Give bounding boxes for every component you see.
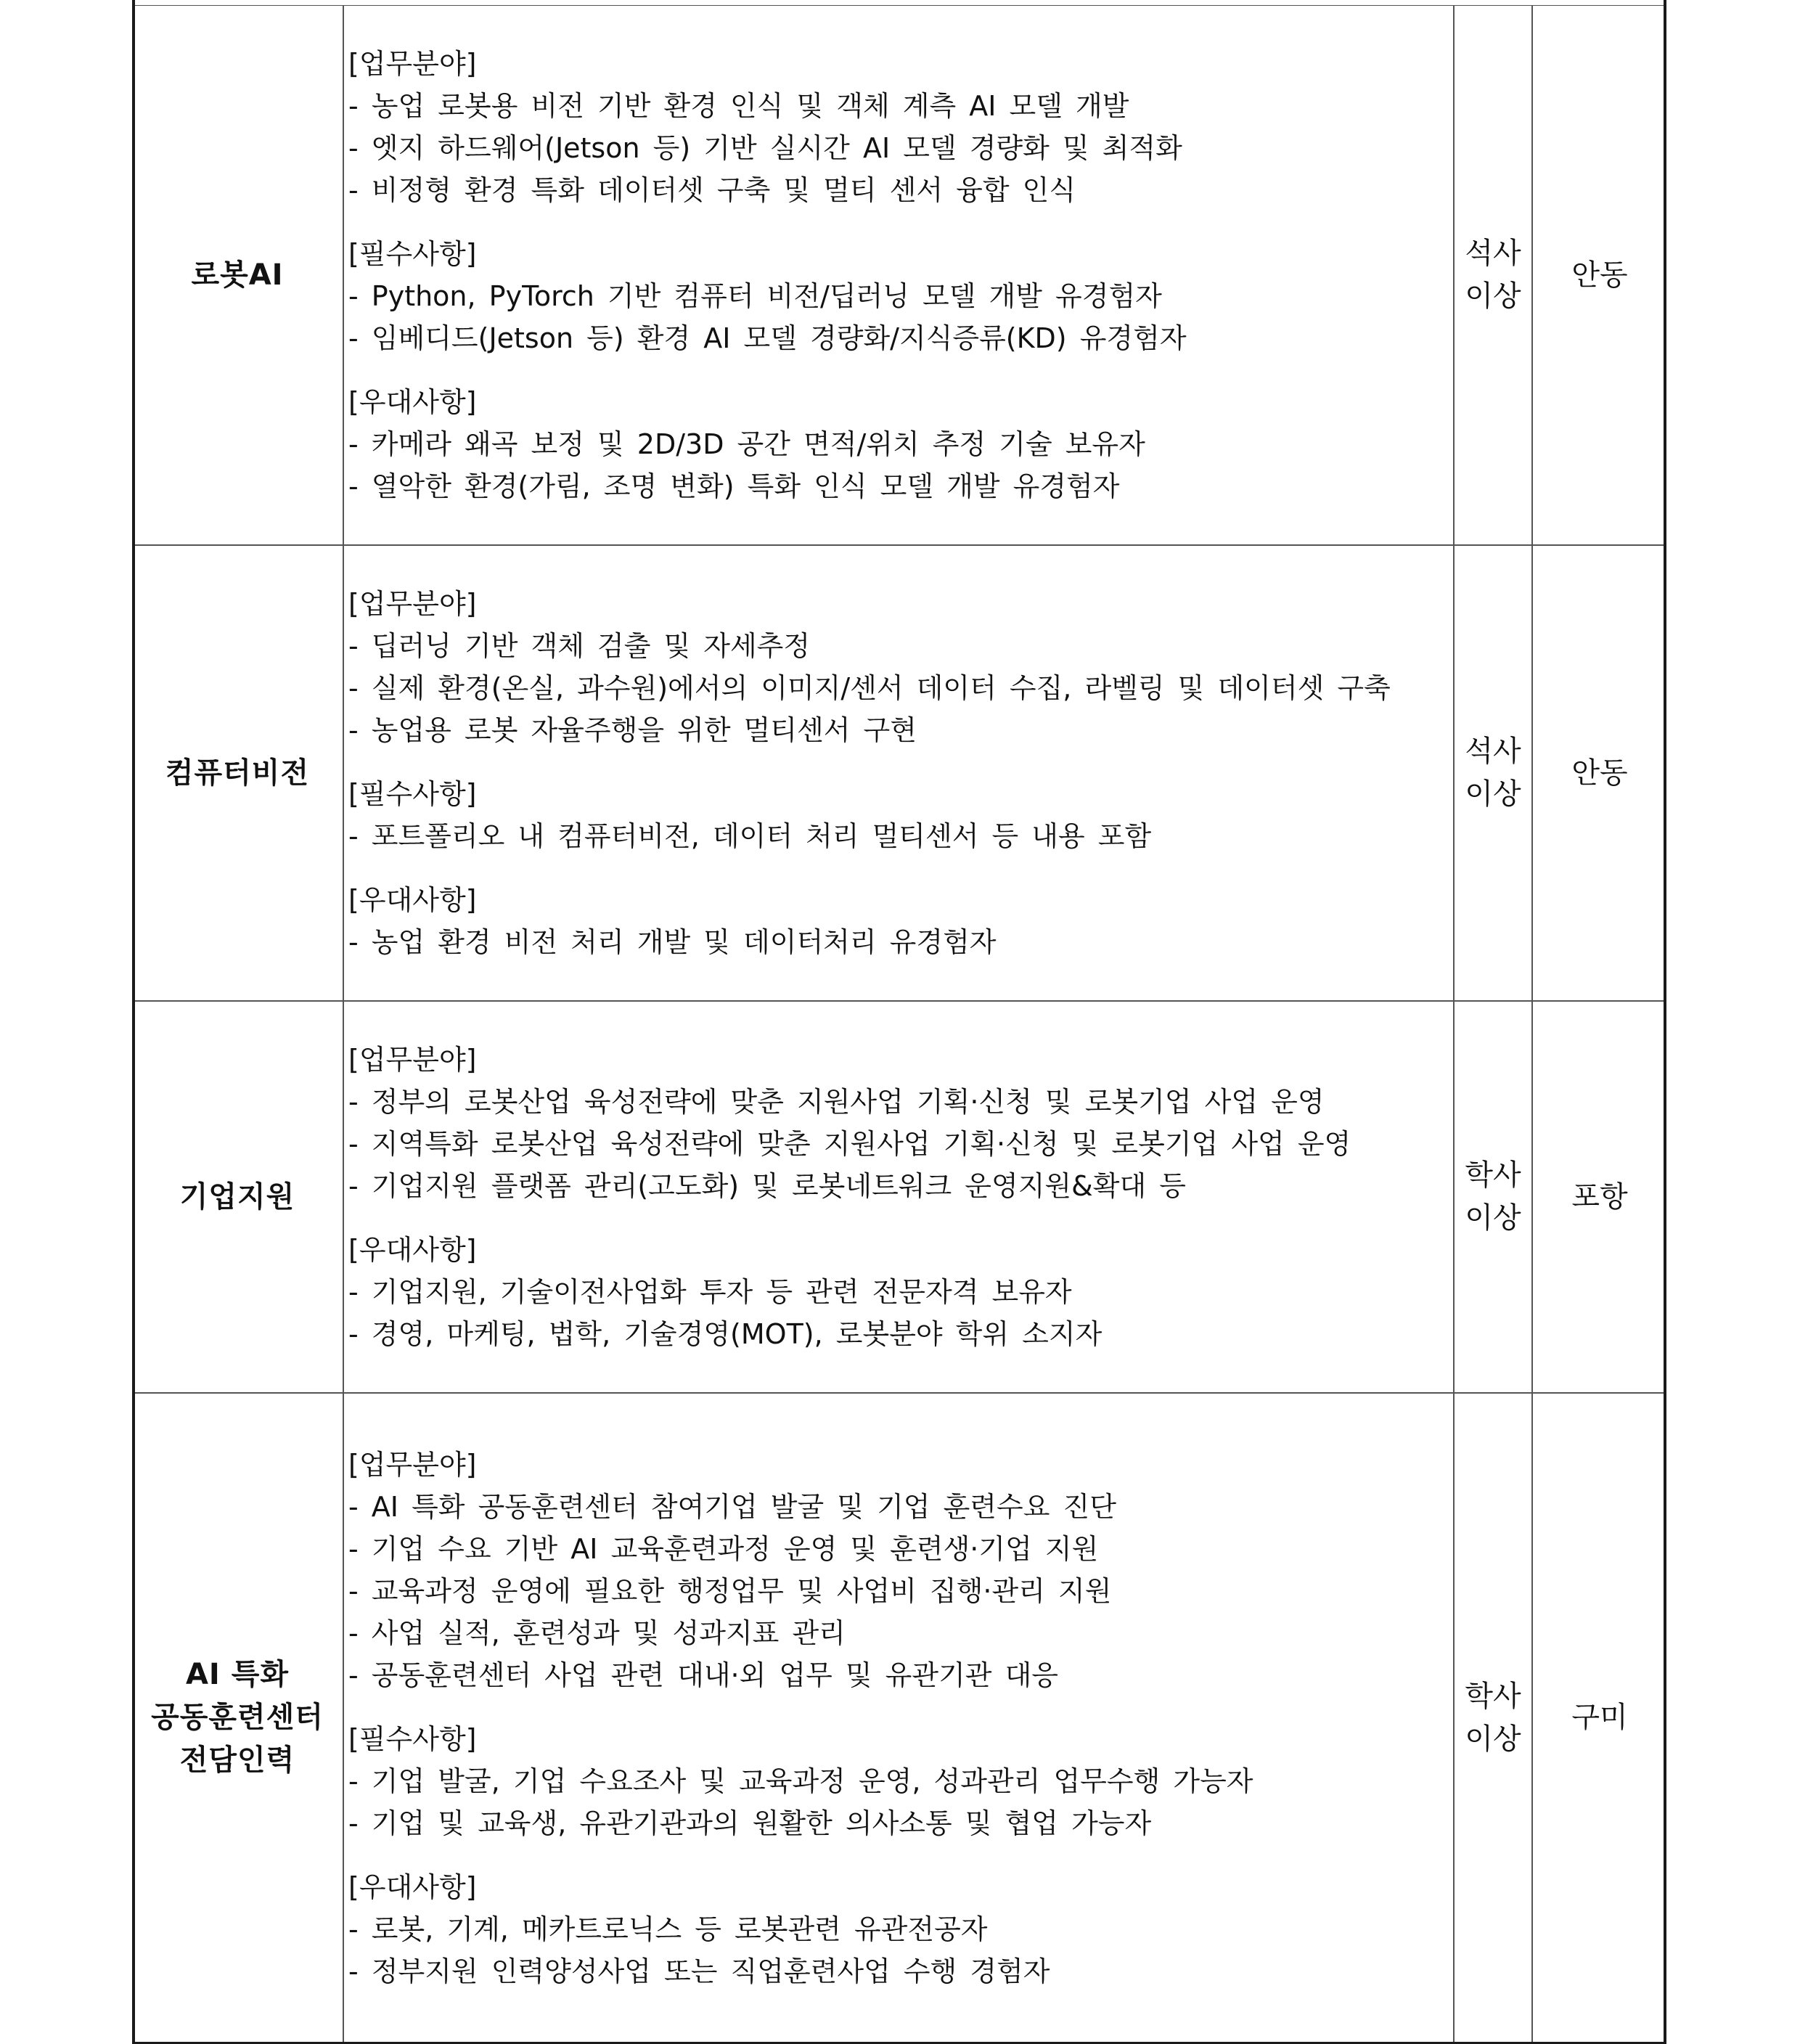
degree-line: 석사 (1465, 237, 1521, 270)
degree-line: 학사 (1465, 1679, 1521, 1713)
section-item: - 열악한 환경(가림, 조명 변화) 특화 인식 모델 개발 유경험자 (348, 470, 1120, 502)
section-header: [필수사항] (348, 778, 477, 810)
section-item: - Python, PyTorch 기반 컴퓨터 비전/딥러닝 모델 개발 유경험자 (348, 280, 1162, 312)
field-name-line: 전담인력 (179, 1743, 295, 1777)
degree-line: 학사 (1465, 1158, 1521, 1192)
section-item: - 지역특화 로봇산업 육성전략에 맞춘 지원사업 기획·신청 및 로봇기업 사업 운영 (348, 1128, 1351, 1160)
section-header: [업무분야] (348, 48, 477, 80)
section-item: - 공동훈련센터 사업 관련 대내·외 업무 및 유관기관 대응 (348, 1659, 1059, 1691)
section-item: - 농업 로봇용 비전 기반 환경 인식 및 객체 계측 AI 모델 개발 (348, 90, 1129, 122)
section-item: - 기업지원 플랫폼 관리(고도화) 및 로봇네트워크 운영지원&확대 등 (348, 1170, 1186, 1202)
work-location: 안동 (1571, 258, 1628, 292)
section-item: - AI 특화 공동훈련센터 참여기업 발굴 및 기업 훈련수요 진단 (348, 1490, 1116, 1523)
section-item: - 정부지원 인력양성사업 또는 직업훈련사업 수행 경험자 (348, 1955, 1050, 1987)
section-item: - 농업 환경 비전 처리 개발 및 데이터처리 유경험자 (348, 926, 997, 958)
work-location: 포항 (1571, 1180, 1628, 1214)
field-name-line: 로봇AI (191, 258, 284, 292)
table-outer-frame (132, 0, 1666, 2042)
section-item: - 포트폴리오 내 컴퓨터비전, 데이터 처리 멀티센서 등 내용 포함 (348, 820, 1152, 852)
section-header: [우대사항] (348, 386, 477, 418)
field-name-line: 공동훈련센터 (151, 1701, 324, 1734)
section-item: - 비정형 환경 특화 데이터셋 구축 및 멀티 센서 융합 인식 (348, 174, 1076, 206)
degree-line: 이상 (1465, 777, 1521, 811)
section-header: [우대사항] (348, 884, 477, 916)
section-header: [필수사항] (348, 1722, 477, 1755)
section-item: - 경영, 마케팅, 법학, 기술경영(MOT), 로봇분야 학위 소지자 (348, 1318, 1102, 1350)
degree-line: 석사 (1465, 735, 1521, 768)
section-item: - 농업용 로봇 자율주행을 위한 멀티센서 구현 (348, 714, 917, 746)
section-header: [업무분야] (348, 1044, 477, 1076)
section-header: [업무분야] (348, 588, 477, 620)
section-item: - 교육과정 운영에 필요한 행정업무 및 사업비 집행·관리 지원 (348, 1574, 1112, 1607)
work-location: 구미 (1571, 1701, 1628, 1734)
degree-line: 이상 (1465, 1201, 1521, 1235)
section-header: [업무분야] (348, 1448, 477, 1481)
section-item: - 기업지원, 기술이전사업화 투자 등 관련 전문자격 보유자 (348, 1276, 1072, 1308)
section-item: - 카메라 왜곡 보정 및 2D/3D 공간 면적/위치 추정 기술 보유자 (348, 428, 1145, 460)
section-item: - 임베디드(Jetson 등) 환경 AI 모델 경량화/지식증류(KD) 유경험자 (348, 322, 1187, 354)
section-item: - 정부의 로봇산업 육성전략에 맞춘 지원사업 기획·신청 및 로봇기업 사업 운영 (348, 1086, 1325, 1118)
degree-line: 이상 (1465, 1722, 1521, 1756)
section-header: [우대사항] (348, 1871, 477, 1903)
section-header: [필수사항] (348, 238, 477, 270)
section-item: - 실제 환경(온실, 과수원)에서의 이미지/센서 데이터 수집, 라벨링 및 데이터셋 구축 (348, 672, 1391, 704)
section-item: - 딥러닝 기반 객체 검출 및 자세추정 (348, 630, 811, 662)
field-name-line: 기업지원 (179, 1180, 295, 1214)
section-item: - 로봇, 기계, 메카트로닉스 등 로봇관련 유관전공자 (348, 1913, 988, 1945)
degree-line: 이상 (1465, 279, 1521, 313)
section-item: - 기업 발굴, 기업 수요조사 및 교육과정 운영, 성과관리 업무수행 가능자 (348, 1765, 1253, 1797)
section-item: - 기업 수요 기반 AI 교육훈련과정 운영 및 훈련생·기업 지원 (348, 1532, 1099, 1565)
field-name-line: 컴퓨터비전 (165, 756, 310, 790)
section-header: [우대사항] (348, 1234, 477, 1266)
work-location: 안동 (1571, 756, 1628, 790)
section-item: - 사업 실적, 훈련성과 및 성과지표 관리 (348, 1616, 846, 1649)
field-name-line: AI 특화 (185, 1658, 290, 1691)
section-item: - 엣지 하드웨어(Jetson 등) 기반 실시간 AI 모델 경량화 및 최적화 (348, 132, 1182, 164)
section-item: - 기업 및 교육생, 유관기관과의 원활한 의사소통 및 협업 가능자 (348, 1807, 1152, 1839)
